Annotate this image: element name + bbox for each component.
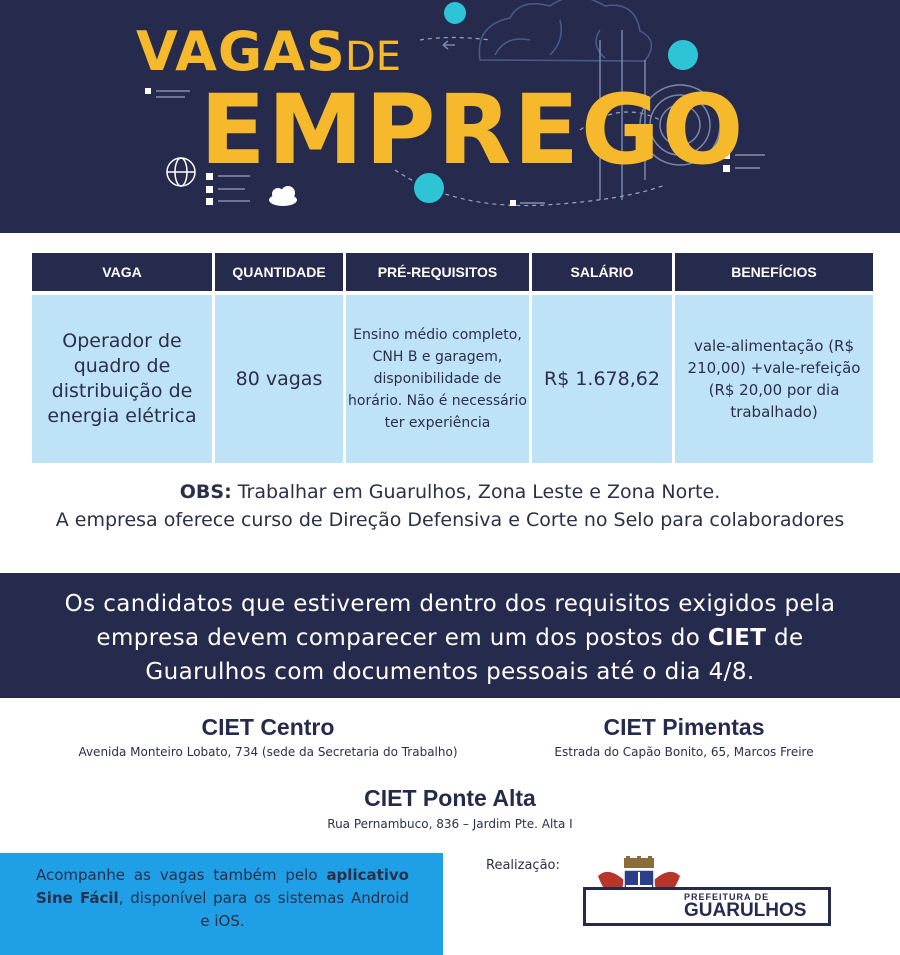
instructions-text-before: Os candidatos que estiverem dentro dos requisitos exigidos pela empresa devem comparecer em um dos postos do (64, 591, 836, 651)
app-text-after: , disponível para os sistemas Android e iOS. (118, 889, 410, 930)
header-salario: SALÁRIO (532, 253, 672, 295)
app-text-before: Acompanhe as vagas também pelo (36, 866, 327, 884)
app-highlight: aplicativo Sine Fácil (36, 866, 409, 907)
instructions-text (40, 587, 860, 689)
obs-line1: Trabalhar em Guarulhos, Zona Leste e Zona Norte. (237, 481, 721, 503)
obs-line2: A empresa oferece curso de Direção Defensiva e Corte no Selo para colaboradores (55, 509, 845, 531)
cell-vaga: Operador de quadro de distribuição de energia elétrica (32, 295, 212, 463)
title-emprego: EMPREGO (200, 74, 746, 186)
location-title-pimentas: CIET Pimentas (603, 714, 765, 740)
header-beneficios: BENEFÍCIOS (675, 253, 873, 295)
header-quantidade: QUANTIDADE (215, 253, 343, 295)
table-header-row (32, 253, 873, 295)
header-vaga: VAGA (32, 253, 212, 295)
location-address-ponte-alta: Rua Pernambuco, 836 – Jardim Pte. Alta I (327, 817, 573, 831)
instructions-highlight: CIET (707, 625, 767, 651)
instructions-band (0, 573, 900, 698)
logo-line1: PREFEITURA DE (684, 892, 770, 902)
instructions-text-after: de Guarulhos com documentos pessoais até o dia 4/8. (145, 625, 804, 685)
realizacao-label: Realização: (486, 858, 560, 873)
title-vagas: VAGAS (136, 20, 346, 83)
cell-quantidade: 80 vagas (215, 295, 343, 463)
header-pre-requisitos: PRÉ-REQUISITOS (346, 253, 529, 295)
obs-label: OBS: (179, 481, 232, 503)
app-info-text (36, 864, 409, 933)
location-address-centro: Avenida Monteiro Lobato, 734 (sede da Secretaria do Trabalho) (78, 745, 458, 759)
obs-note (40, 478, 860, 534)
location-title-ponte-alta: CIET Ponte Alta (364, 785, 536, 811)
prefeitura-logo (583, 887, 831, 926)
cell-salario: R$ 1.678,62 (532, 295, 672, 463)
table-row (32, 295, 873, 463)
app-info-box (0, 853, 443, 955)
cell-beneficios: vale-alimentação (R$ 210,00) +vale-refeição (R$ 20,00 por dia trabalhado) (675, 295, 873, 463)
location-title-centro: CIET Centro (201, 714, 335, 740)
header-banner (0, 0, 900, 233)
job-table (29, 253, 876, 463)
location-address-pimentas: Estrada do Capão Bonito, 65, Marcos Freire (554, 745, 814, 759)
title-de: DE (345, 34, 402, 80)
cell-requisitos: Ensino médio completo, CNH B e garagem, disponibilidade de horário. Não é necessário ter experiência (346, 295, 529, 463)
logo-line2: GUARULHOS (684, 900, 807, 921)
